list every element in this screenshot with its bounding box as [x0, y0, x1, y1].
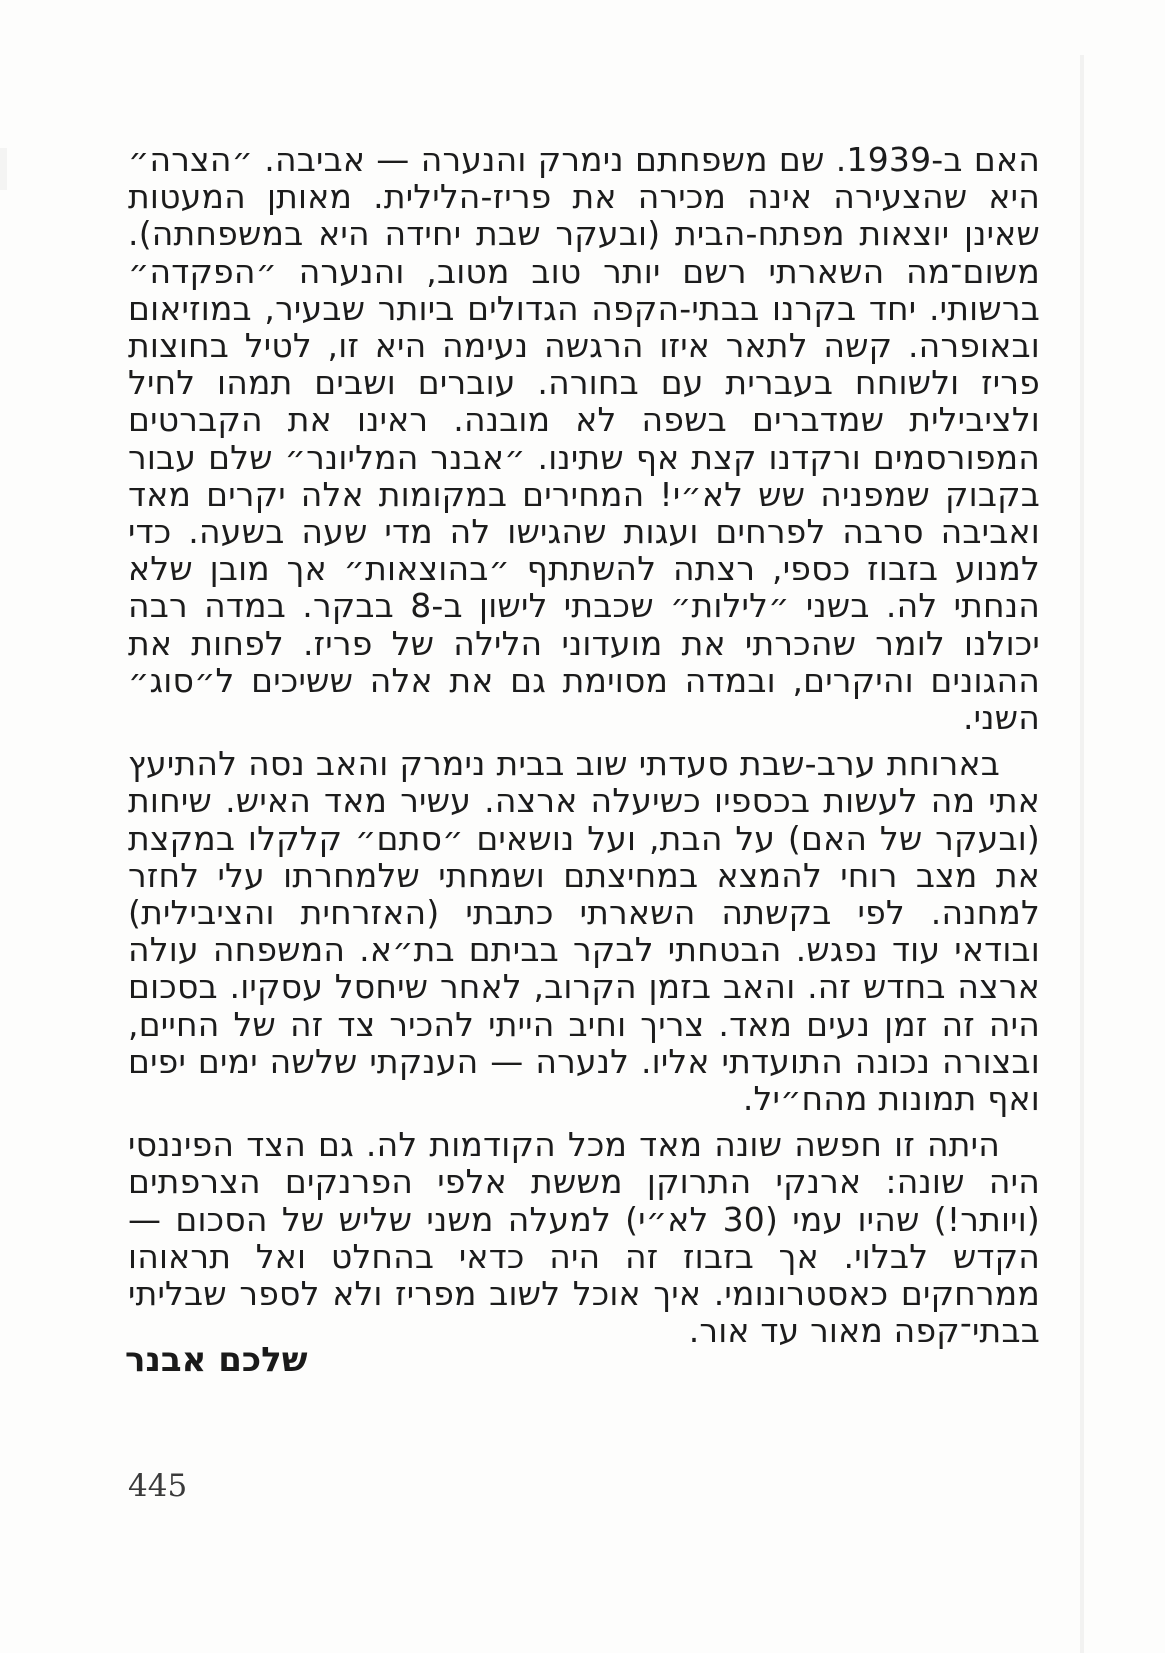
page-number: 445: [128, 1468, 188, 1504]
letter-signature: שלכם אבנר: [125, 1340, 308, 1380]
letter-body: [128, 141, 1040, 1350]
scan-line-artifact: [1080, 55, 1084, 1653]
letter-paragraph-3: היתה זו חפשה שונה מאד מכל הקודמות לה. גם הצד הפיננסי היה שונה: ארנקי התרוקן מששת אלפי הפרנקים הצרפתים (ויותר!) שהיו עמי (30 לא״י) למעלה משני שליש של הסכום — הקדש לבלוי. אך בזבוז זה היה כדאי בהחלט ואל תראוהו ממרחקים כאסטרונומי. איך אוכל לשוב מפריז ולא לספר שבליתי בבתי־קפה מאור עד אור.: [128, 1125, 1040, 1351]
scan-smudge-artifact: [0, 148, 7, 190]
letter-paragraph-1: האם ב-1939. שם משפחתם נימרק והנערה — אביבה. ״הצרה״ היא שהצעירה אינה מכירה את פריז-הלילית. מאותן המעטות שאינן יוצאות מפתח-הבית (ובעקר שבת יחידה היא במשפחתה). משום־מה השארתי רשם יותר טוב מטוב, והנערה ״הפקדה״ ברשותי. יחד בקרנו בבתי-הקפה הגדולים ביותר שבעיר, במוזיאום ובאופרה. קשה לתאר איזו הרגשה נעימה היא זו, לטיל בחוצות פריז ולשוחח בעברית עם בחורה. עוברים ושבים תמהו לחיל ולציבילית שמדברים בשפה לא מובנה. ראינו את הקברטים המפורסמים ורקדנו קצת אף שתינו. ״אבנר המליונר״ שלם עבור בקבוק שמפניה שש לא״י! המחירים במקומות אלה יקרים מאד ואביבה סרבה לפרחים ועגות שהגישו לה מדי שעה בשעה. כדי למנוע בזבוז כספי, רצתה להשתתף ״בהוצאות״ אך מובן שלא הנחתי לה. בשני ״לילות״ שכבתי לישון ב-8 בבקר. במדה רבה יכולנו לומר שהכרתי את מועדוני הלילה של פריז. לפחות את ההגונים והיקרים, ובמדה מסוימת גם את אלה ששיכים ל״סוג״ השני.: [128, 140, 1041, 738]
letter-paragraph-2: בארוחת ערב-שבת סעדתי שוב בבית נימרק והאב נסה להתיעץ אתי מה לעשות בכספיו כשיעלה ארצה. עשיר מאד האיש. שיחות (ובעקר של האם) על הבת, ועל נושאים ״סתם״ קלקלו במקצת את מצב רוחי להמצא במחיצתם ושמחתי שלמחרתו עלי לחזר למחנה. לפי בקשתה השארתי כתבתי (האזרחית והציבילית) ובודאי עוד נפגש. הבטחתי לבקר בביתם בת״א. המשפחה עולה ארצה בחדש זה. והאב בזמן הקרוב, לאחר שיחסל עסקיו. בסכום היה זה זמן נעים מאד. צריך וחיב הייתי להכיר צד זה של החיים, ובצורה נכונה התועדתי אליו. לנערה — הענקתי שלשה ימים יפים ואף תמונות מהח״יל.: [128, 744, 1040, 1119]
